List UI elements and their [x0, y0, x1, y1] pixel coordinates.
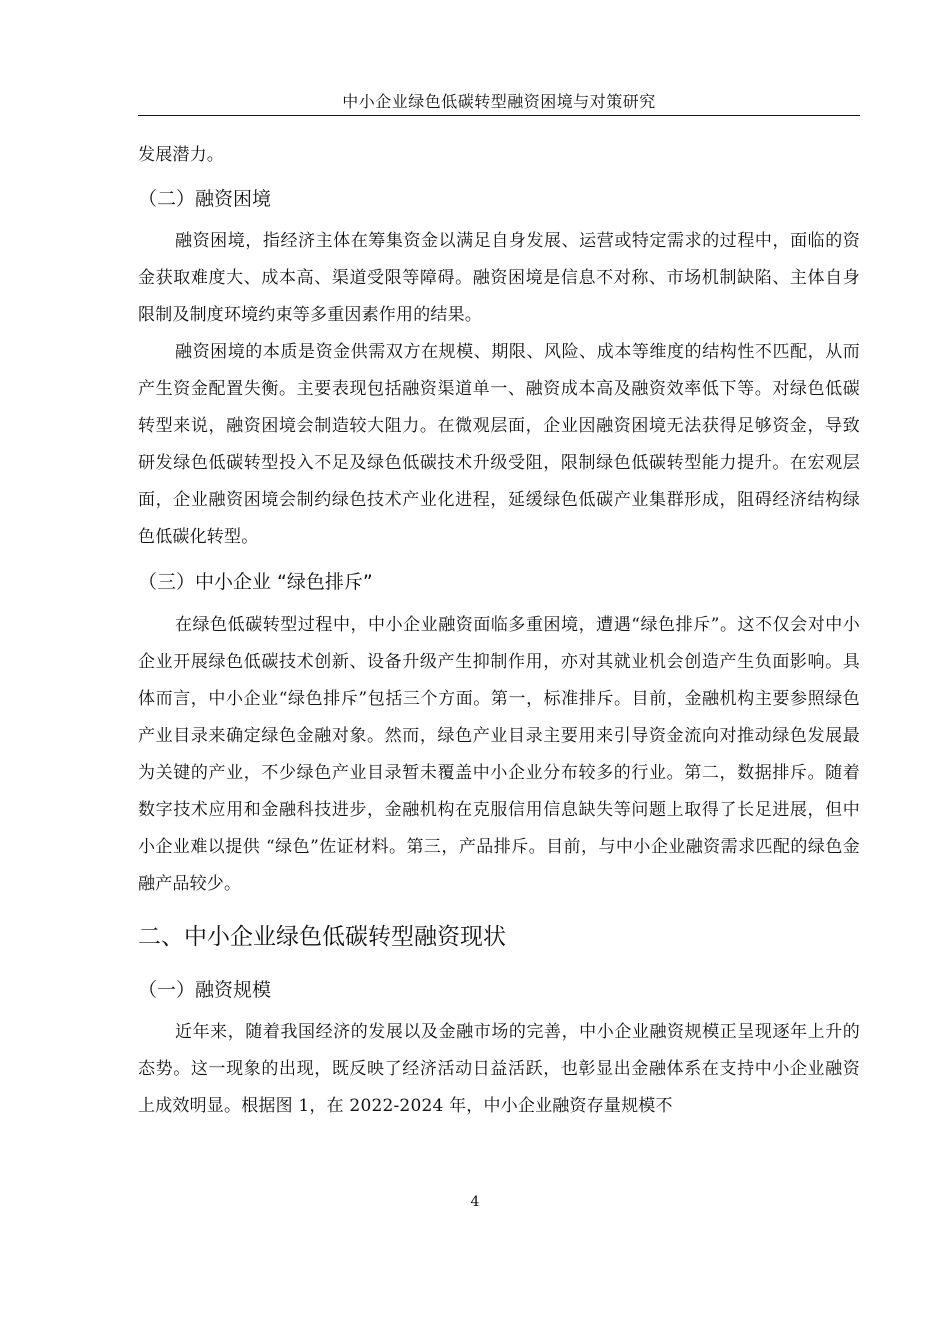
- intro-fragment: 发展潜力。: [138, 145, 224, 165]
- section-heading-financing-dilemma: （二）融资困境: [138, 188, 272, 210]
- paragraph-financing-scale: 近年来，随着我国经济的发展以及金融市场的完善，中小企业融资规模正呈现逐年上升的态势。这一现象的出现，既反映了经济活动日益活跃，也彰显出金融体系在支持中小企业融资上成效明显。根据图 1，在 2022-2024 年，中小企业融资存量规模不: [138, 1022, 860, 1116]
- paragraph-dilemma-definition: 融资困境，指经济主体在筹集资金以满足自身发展、运营或特定需求的过程中，面临的资金获取难度大、成本高、渠道受限等障碍。融资困境是信息不对称、市场机制缺陷、主体自身限制及制度环境约束等多重因素作用的结果。: [138, 231, 860, 325]
- chapter-heading-financing-status: 二、中小企业绿色低碳转型融资现状: [138, 924, 506, 950]
- running-header: 中小企业绿色低碳转型融资困境与对策研究: [342, 92, 656, 111]
- section-heading-financing-scale: （一）融资规模: [138, 979, 272, 1001]
- paragraph-green-exclusion: 在绿色低碳转型过程中，中小企业融资面临多重困境，遭遇“绿色排斥”。这不仅会对中小企业开展绿色低碳技术创新、设备升级产生抑制作用，亦对其就业机会创造产生负面影响。具体而言，中小企业“绿色排斥”包括三个方面。第一，标准排斥。目前，金融机构主要参照绿色产业目录来确定绿色金融对象。然而，绿色产业目录主要用来引导资金流向对推动绿色发展最为关键的产业，不少绿色产业目录暂未覆盖中小企业分布较多的行业。第二，数据排斥。随着数字技术应用和金融科技进步，金融机构在克服信用信息缺失等问题上取得了长足进展，但中小企业难以提供 “绿色”佐证材料。第三，产品排斥。目前，与中小企业融资需求匹配的绿色金融产品较少。: [138, 615, 860, 894]
- page-number: 4: [470, 1194, 480, 1210]
- paragraph-dilemma-essence: 融资困境的本质是资金供需双方在规模、期限、风险、成本等维度的结构性不匹配，从而产生资金配置失衡。主要表现包括融资渠道单一、融资成本高及融资效率低下等。对绿色低碳转型来说，融资困境会制造较大阻力。在微观层面，企业因融资困境无法获得足够资金，导致研发绿色低碳转型投入不足及绿色低碳技术升级受阻，限制绿色低碳转型能力提升。在宏观层面，企业融资困境会制约绿色技术产业化进程，延缓绿色低碳产业集群形成，阻碍经济结构绿色低碳化转型。: [138, 342, 860, 547]
- section-heading-green-exclusion: （三）中小企业 “绿色排斥”: [138, 571, 373, 593]
- page-content: [138, 135, 860, 1125]
- header-rule: [138, 115, 860, 116]
